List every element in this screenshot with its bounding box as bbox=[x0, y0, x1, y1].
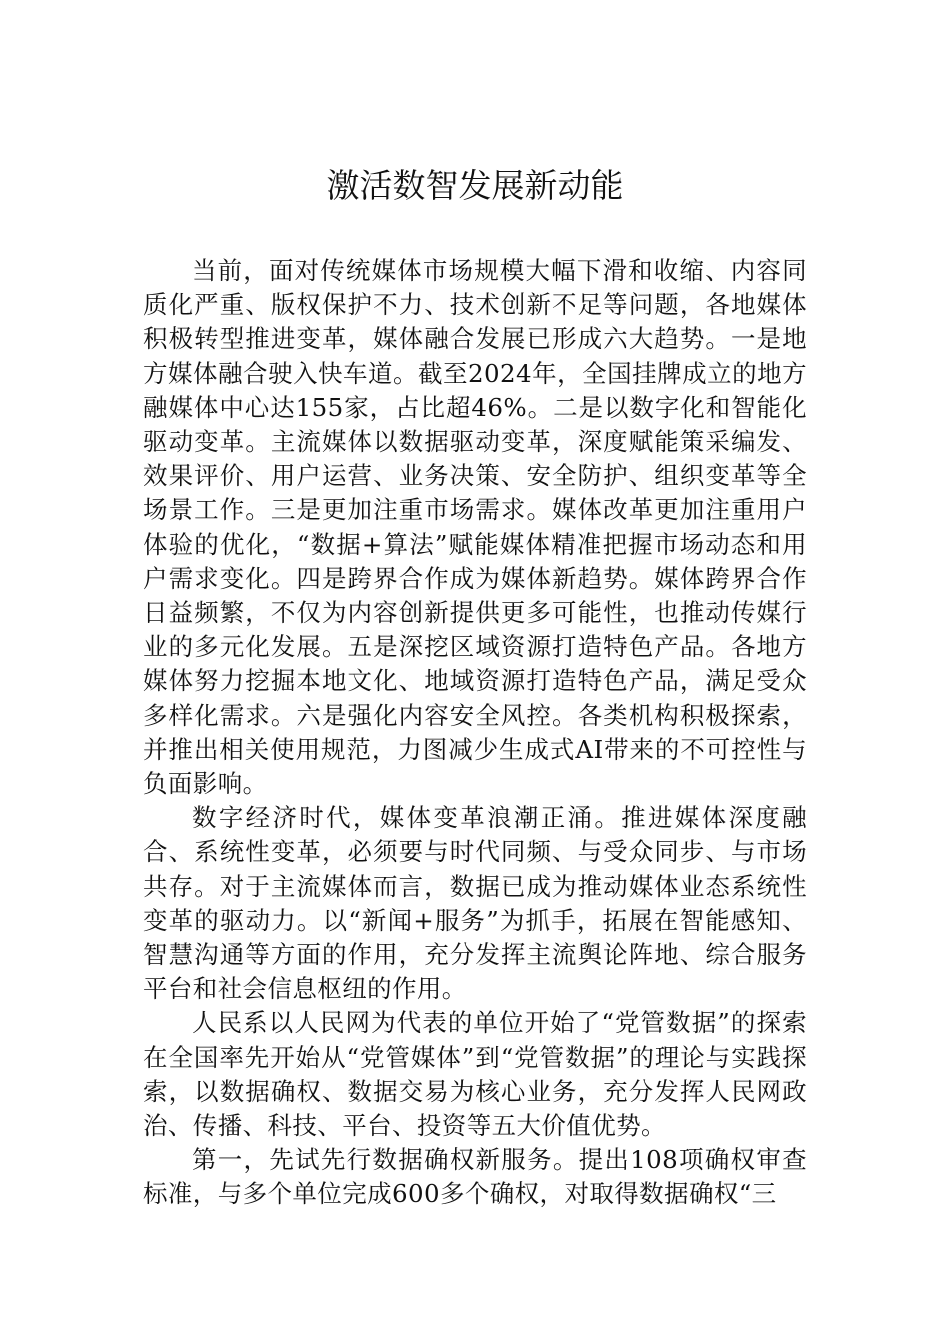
paragraph-2: 数字经济时代，媒体变革浪潮正涌。推进媒体深度融合、系统性变革，必须要与时代同频、与受众同步、与市场共存。对于主流媒体而言，数据已成为推动媒体业态系统性变革的驱动力。以“新闻+服务”为抓手，拓展在智能感知、智慧沟通等方面的作用，充分发挥主流舆论阵地、综合服务平台和社会信息枢纽的作用。 bbox=[143, 803, 807, 1004]
document-title: 激活数智发展新动能 bbox=[326, 166, 624, 205]
document-body bbox=[143, 254, 807, 1212]
paragraph-3: 人民系以人民网为代表的单位开始了“党管数据”的探索在全国率先开始从“党管媒体”到“党管数据”的理论与实践探索，以数据确权、数据交易为核心业务，充分发挥人民网政治、传播、科技、平台、投资等五大价值优势。 bbox=[143, 1008, 807, 1141]
paragraph-1: 当前，面对传统媒体市场规模大幅下滑和收缩、内容同质化严重、版权保护不力、技术创新不足等问题，各地媒体积极转型推进变革，媒体融合发展已形成六大趋势。一是地方媒体融合驶入快车道。截至2024年，全国挂牌成立的地方融媒体中心达155家，占比超46%。二是以数字化和智能化驱动变革。主流媒体以数据驱动变革，深度赋能策采编发、效果评价、用户运营、业务决策、安全防护、组织变革等全场景工作。三是更加注重市场需求。媒体改革更加注重用户体验的优化，“数据+算法”赋能媒体精准把握市场动态和用户需求变化。四是跨界合作成为媒体新趋势。媒体跨界合作日益频繁，不仅为内容创新提供更多可能性，也推动传媒行业的多元化发展。五是深挖区域资源打造特色产品。各地方媒体努力挖掘本地文化、地域资源打造特色产品，满足受众多样化需求。六是强化内容安全风控。各类机构积极探索，并推出相关使用规范，力图减少生成式AI带来的不可控性与负面影响。 bbox=[143, 256, 807, 799]
paragraph-4: 第一，先试先行数据确权新服务。提出108项确权审查标准，与多个单位完成600多个确权，对取得数据确权“三 bbox=[143, 1145, 807, 1209]
